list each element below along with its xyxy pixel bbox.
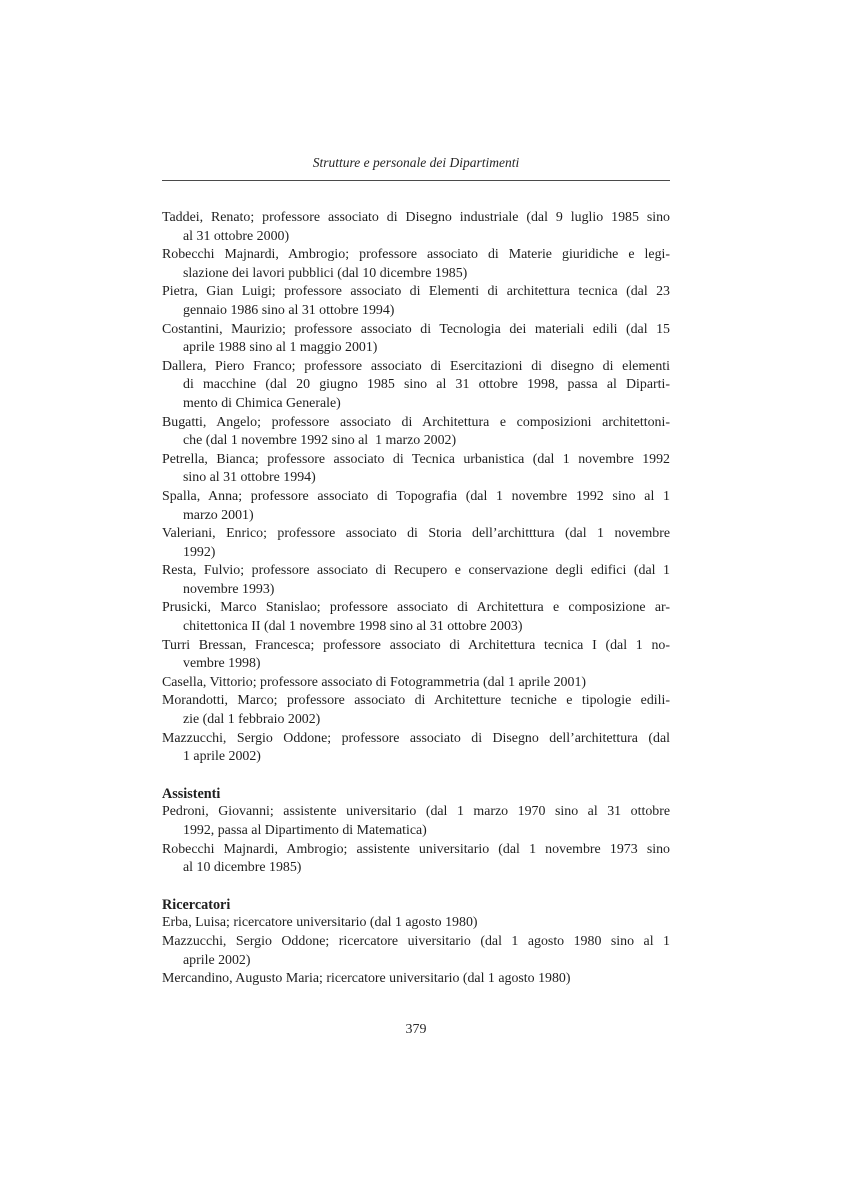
personnel-entry (162, 914, 670, 933)
entry-line: 1 aprile 2002) (183, 749, 261, 765)
entry-line: Turri Bressan, Francesca; professore associato di Architettura tecnica I (dal 1 no- (162, 637, 670, 653)
personnel-entry (162, 933, 670, 970)
personnel-entry (162, 599, 670, 636)
entry-line: aprile 2002) (183, 952, 251, 968)
entry-line: che (dal 1 novembre 1992 sino al 1 marzo 2002) (183, 433, 457, 449)
personnel-entry (162, 246, 670, 283)
entry-line: al 31 ottobre 2000) (183, 228, 290, 244)
personnel-entry (162, 841, 670, 878)
entry-line: Bugatti, Angelo; professore associato di Architettura e composizioni architettoni- (162, 414, 670, 430)
entry-line: Spalla, Anna; professore associato di Topografia (dal 1 novembre 1992 sino al 1 (162, 488, 670, 504)
entry-line: Mazzucchi, Sergio Oddone; professore associato di Disegno dell’architettura (dal (162, 730, 670, 746)
entry-line: gennaio 1986 sino al 31 ottobre 1994) (183, 302, 395, 318)
entry-line: Resta, Fulvio; professore associato di Recupero e conservazione degli edifici (dal 1 (162, 563, 670, 579)
entry-line: Pietra, Gian Luigi; professore associato di Elementi di architettura tecnica (dal 23 (162, 284, 670, 300)
personnel-entry (162, 562, 670, 599)
personnel-entry (162, 451, 670, 488)
entry-line: Prusicki, Marco Stanislao; professore associato di Architettura e composizione ar- (162, 600, 670, 616)
section-heading: Ricercatori (162, 896, 231, 913)
personnel-entry (162, 970, 670, 989)
entry-line: Casella, Vittorio; professore associato di Fotogrammetria (dal 1 aprile 2001) (162, 674, 587, 690)
personnel-entry (162, 488, 670, 525)
entry-line: marzo 2001) (183, 507, 254, 523)
entry-line: Robecchi Majnardi, Ambrogio; professore associato di Materie giuridiche e legi- (162, 247, 670, 263)
entry-line: 1992) (183, 544, 216, 560)
entry-line: Pedroni, Giovanni; assistente universitario (dal 1 marzo 1970 sino al 31 ottobre (162, 804, 670, 820)
personnel-entry (162, 692, 670, 729)
entry-line: sino al 31 ottobre 1994) (183, 470, 316, 486)
entry-line: aprile 1988 sino al 1 maggio 2001) (183, 340, 378, 356)
entry-line: 1992, passa al Dipartimento di Matematica) (183, 823, 427, 838)
section-heading: Assistenti (162, 785, 221, 802)
personnel-list (162, 209, 670, 989)
entry-line: Dallera, Piero Franco; professore associato di Esercitazioni di disegno di elementi (162, 358, 670, 374)
entry-line: Valeriani, Enrico; professore associato di Storia dell’architttura (dal 1 novembre (162, 526, 670, 542)
entry-line: Taddei, Renato; professore associato di Disegno industriale (dal 9 luglio 1985 sino (162, 210, 670, 225)
personnel-entry (162, 637, 670, 674)
entry-line: di macchine (dal 20 giugno 1985 sino al 31 ottobre 1998, passa al Diparti- (183, 377, 670, 393)
entry-line: slazione dei lavori pubblici (dal 10 dicembre 1985) (183, 265, 468, 281)
entry-line: chitettonica II (dal 1 novembre 1998 sino al 31 ottobre 2003) (183, 619, 523, 635)
personnel-entry (162, 525, 670, 562)
page-number: 379 (405, 1022, 427, 1037)
personnel-entry (162, 803, 670, 840)
personnel-entry (162, 414, 670, 451)
entry-line: Petrella, Bianca; professore associato di Tecnica urbanistica (dal 1 novembre 1992 (162, 451, 670, 467)
personnel-entry (162, 730, 670, 767)
entry-line: mento di Chimica Generale) (183, 395, 341, 411)
personnel-entry (162, 321, 670, 358)
entry-line: Erba, Luisa; ricercatore universitario (dal 1 agosto 1980) (162, 915, 478, 931)
entry-line: vembre 1998) (183, 656, 261, 672)
entry-line: Mercandino, Augusto Maria; ricercatore universitario (dal 1 agosto 1980) (162, 971, 571, 987)
personnel-entry (162, 209, 670, 246)
personnel-entry (162, 358, 670, 414)
entry-line: novembre 1993) (183, 581, 275, 597)
entry-line: al 10 dicembre 1985) (183, 860, 302, 876)
entry-line: Mazzucchi, Sergio Oddone; ricercatore uiversitario (dal 1 agosto 1980 sino al 1 (162, 933, 670, 949)
personnel-entry (162, 674, 670, 693)
entry-line: zie (dal 1 febbraio 2002) (183, 712, 321, 728)
running-head: Strutture e personale dei Dipartimenti (312, 155, 520, 170)
entry-line: Costantini, Maurizio; professore associato di Tecnologia dei materiali edili (dal 15 (162, 321, 670, 337)
header-rule (162, 180, 670, 181)
personnel-entry (162, 283, 670, 320)
entry-line: Robecchi Majnardi, Ambrogio; assistente universitario (dal 1 novembre 1973 sino (162, 841, 670, 857)
entry-line: Morandotti, Marco; professore associato di Architetture tecniche e tipologie edili- (162, 693, 670, 709)
